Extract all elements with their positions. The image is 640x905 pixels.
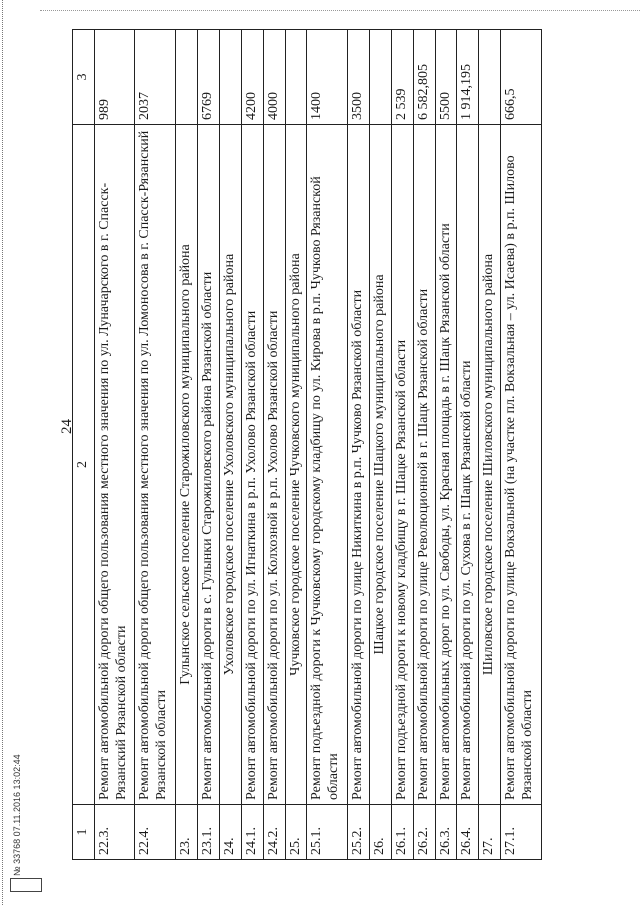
- row-number-cell: 24.2.: [263, 805, 285, 860]
- row-number-cell: 23.: [175, 805, 197, 860]
- scan-left-edge: [2, 0, 3, 905]
- page-number: 24: [59, 419, 75, 434]
- row-number-cell: 22.4.: [135, 805, 176, 860]
- row-number-cell: 26.1.: [391, 805, 413, 860]
- section-title-cell: Шиловское городское поселение Шиловского муниципального района: [479, 125, 501, 805]
- table-row: [94, 30, 135, 860]
- rotated-table-wrapper: [72, 29, 640, 855]
- table-row: [435, 30, 457, 860]
- amount-cell: [285, 30, 307, 125]
- description-cell: Ремонт автомобильной дороги по улице Никиткина в р.п. Чучково Рязанской области: [347, 125, 369, 805]
- section-row: [479, 30, 501, 860]
- description-cell: Ремонт автомобильной дороги по улице Вокзальной (на участке пл. Вокзальная – ул. Исаева) в р.п. Шилово Рязанской области: [501, 125, 542, 805]
- table-row: [413, 30, 435, 860]
- description-cell: Ремонт подъездной дороги к Чучковскому городскому кладбищу по ул. Кирова в р.п. Чучково Рязанской области: [307, 125, 348, 805]
- road-repair-table: [72, 29, 542, 860]
- description-cell: Ремонт автомобильной дороги общего пользования местного значения по ул. Ломоносова в г. Спасск-Рязанский Рязанской области: [135, 125, 176, 805]
- description-cell: Ремонт автомобильной дороги в с. Гулынки Старожиловского района Рязанской области: [197, 125, 219, 805]
- row-number-cell: 25.: [285, 805, 307, 860]
- section-row: [369, 30, 391, 860]
- row-number-cell: 27.: [479, 805, 501, 860]
- row-number-cell: 25.1.: [307, 805, 348, 860]
- row-number-cell: 26.4.: [457, 805, 479, 860]
- table-row: [241, 30, 263, 860]
- amount-cell: 666,5: [501, 30, 542, 125]
- table-row: [347, 30, 369, 860]
- amount-cell: 4000: [263, 30, 285, 125]
- table-row: [391, 30, 413, 860]
- section-row: [219, 30, 241, 860]
- header-col-3: 3: [73, 30, 95, 125]
- amount-cell: 3500: [347, 30, 369, 125]
- seal-icon: [10, 878, 42, 892]
- section-title-cell: Шацкое городское поселение Шацкого муниципального района: [369, 125, 391, 805]
- section-title-cell: Гулынское сельское поселение Старожиловского муниципального района: [175, 125, 197, 805]
- amount-cell: 6769: [197, 30, 219, 125]
- row-number-cell: 25.2.: [347, 805, 369, 860]
- description-cell: Ремонт автомобильной дороги по ул. Игнаткина в р.п. Ухолово Рязанской области: [241, 125, 263, 805]
- section-title-cell: Чучковское городское поселение Чучковского муниципального района: [285, 125, 307, 805]
- section-row: [285, 30, 307, 860]
- amount-cell: 2037: [135, 30, 176, 125]
- row-number-cell: 24.: [219, 805, 241, 860]
- table-row: [197, 30, 219, 860]
- table-row: [457, 30, 479, 860]
- table-row: [263, 30, 285, 860]
- table-row: [307, 30, 348, 860]
- row-number-cell: 27.1.: [501, 805, 542, 860]
- description-cell: Ремонт автомобильной дороги по улице Революционной в г. Шацк Рязанской области: [413, 125, 435, 805]
- description-cell: Ремонт автомобильной дороги по ул. Колхозной в р.п. Ухолово Рязанской области: [263, 125, 285, 805]
- description-cell: Ремонт автомобильной дороги общего пользования местного значения по ул. Луначарского в г. Спасск-Рязанский Рязанской области: [94, 125, 135, 805]
- table-row: [135, 30, 176, 860]
- amount-cell: [479, 30, 501, 125]
- table-header-row: [73, 30, 95, 860]
- amount-cell: [369, 30, 391, 125]
- row-number-cell: 22.3.: [94, 805, 135, 860]
- row-number-cell: 24.1.: [241, 805, 263, 860]
- amount-cell: 5500: [435, 30, 457, 125]
- row-number-cell: 23.1.: [197, 805, 219, 860]
- description-cell: Ремонт подъездной дороги к новому кладбищу в г. Шацке Рязанской области: [391, 125, 413, 805]
- row-number-cell: 26.2.: [413, 805, 435, 860]
- description-cell: Ремонт автомобильных дорог по ул. Свободы, ул. Красная площадь в г. Шацк Рязанской области: [435, 125, 457, 805]
- row-number-cell: 26.3.: [435, 805, 457, 860]
- amount-cell: [175, 30, 197, 125]
- scan-top-dotted-line: [40, 10, 640, 11]
- description-cell: Ремонт автомобильной дороги по ул. Сухова в г. Шацк Рязанской области: [457, 125, 479, 805]
- amount-cell: [219, 30, 241, 125]
- amount-cell: 1400: [307, 30, 348, 125]
- amount-cell: 6 582,805: [413, 30, 435, 125]
- stamp-text: № 33768 07.11.2016 13:02:44: [12, 754, 22, 876]
- table-row: [501, 30, 542, 860]
- amount-cell: 2 539: [391, 30, 413, 125]
- amount-cell: 1 914,195: [457, 30, 479, 125]
- section-title-cell: Ухоловское городское поселение Ухоловского муниципального района: [219, 125, 241, 805]
- row-number-cell: 26.: [369, 805, 391, 860]
- amount-cell: 989: [94, 30, 135, 125]
- header-col-2: 2: [73, 125, 95, 805]
- amount-cell: 4200: [241, 30, 263, 125]
- section-row: [175, 30, 197, 860]
- header-col-1: 1: [73, 805, 95, 860]
